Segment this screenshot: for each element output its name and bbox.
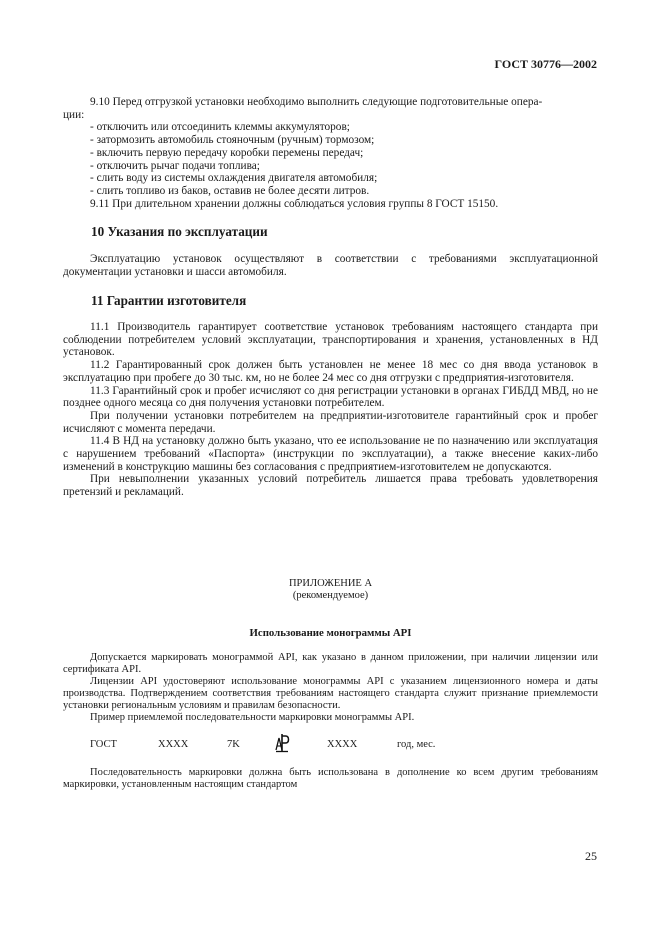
section-9-continuation: [63, 96, 598, 210]
paragraph-11-1: 11.1 Производитель гарантирует соответствие установок требованиям настоящего стандарта при соблюдении потребителем условий эксплуатации, транспортирования и хранения, установленных в НД установок.: [63, 321, 598, 359]
list-item: - слить топливо из баков, оставив не более десяти литров.: [90, 184, 370, 197]
list-item: - слить воду из системы охлаждения двигателя автомобиля;: [90, 172, 378, 185]
page-number: 25: [585, 849, 597, 863]
example-serial-number: XXXX: [327, 739, 358, 750]
list-item: - отключить или отсоединить клеммы аккумуляторов;: [90, 121, 350, 134]
document-code: ГОСТ 30776—2002: [494, 57, 597, 71]
list-item: - включить первую передачу коробки перемены передач;: [90, 146, 364, 159]
section-11-heading: 11 Гарантии изготовителя: [91, 293, 247, 308]
paragraph-11-4: 11.4 В НД на установку должно быть указано, что ее использование не по назначению или эксплуатация с нарушением требований «Паспорта» (инструкции по эксплуатации), а также внесение каких-либо изменений в конструкцию машины без согласования с предприятием-изготовителем не допускаются.: [63, 435, 598, 473]
paragraph-9-10-continuation: ции:: [63, 108, 85, 121]
appendix-paragraph-3: Пример приемлемой последовательности маркировки монограммы API.: [90, 712, 415, 723]
section-10-heading: 10 Указания по эксплуатации: [91, 224, 268, 239]
paragraph-11-3: 11.3 Гарантийный срок и пробег исчисляют со дня регистрации установки в органах ГИБДД МВД, но не позднее одного месяца со дня получения установки потребителем.: [63, 384, 598, 410]
paragraph-9-11: 9.11 При длительном хранении должны соблюдаться условия группы 8 ГОСТ 15150.: [90, 197, 499, 210]
example-date: год, мес.: [397, 739, 436, 750]
paragraph-11-3-note: При получении установки потребителем на предприятии-изготовителе гарантийный срок и пробег исчисляют с момента передачи.: [63, 409, 598, 435]
example-spec-code: 7K: [227, 739, 240, 750]
appendix-title: Использование монограммы API: [249, 627, 412, 639]
appendix-label: ПРИЛОЖЕНИЕ А: [288, 578, 373, 589]
appendix-paragraph-4: Последовательность маркировки должна быть использована в дополнение ко всем другим требованиям маркировки, установленным настоящим стандартом: [63, 767, 598, 790]
example-gost: ГОСТ: [90, 739, 117, 750]
section-11-body: [63, 321, 598, 499]
list-item: - затормозить автомобиль стояночным (ручным) тормозом;: [90, 134, 375, 147]
paragraph-11-2: 11.2 Гарантированный срок должен быть установлен не менее 18 мес со дня ввода установок в эксплуатацию при пробеге до 30 тыс. км, но не более 24 мес со дня отгрузки с предприятия-изготовителя.: [63, 359, 598, 384]
api-monogram-icon: [274, 733, 290, 758]
appendix-paragraph-2: Лицензии API удостоверяют использование монограммы API с указанием лицензионного номера и даты производства. Подтверждением соответствия требованиям настоящего стандарта служит признание приемлемости установки региональным условиям и правилам безопасности.: [63, 676, 598, 711]
appendix-paragraph-1: Допускается маркировать монограммой API, как указано в данном приложении, при наличии лицензии или сертификата API.: [63, 652, 598, 675]
section-10-body: Эксплуатацию установок осуществляют в соответствии с требованиями эксплуатационной документации установки и шасси автомобиля.: [63, 253, 598, 278]
appendix-status: (рекомендуемое): [292, 590, 369, 601]
example-license-number: XXXX: [158, 739, 189, 750]
paragraph-11-4-note: При невыполнении указанных условий потребитель лишается права требовать удовлетворения претензий и рекламаций.: [63, 473, 598, 499]
paragraph-9-10: 9.10 Перед отгрузкой установки необходимо выполнить следующие подготовительные опера-: [90, 96, 543, 108]
appendix-body: [63, 652, 598, 724]
list-item: - отключить рычаг подачи топлива;: [90, 159, 260, 172]
